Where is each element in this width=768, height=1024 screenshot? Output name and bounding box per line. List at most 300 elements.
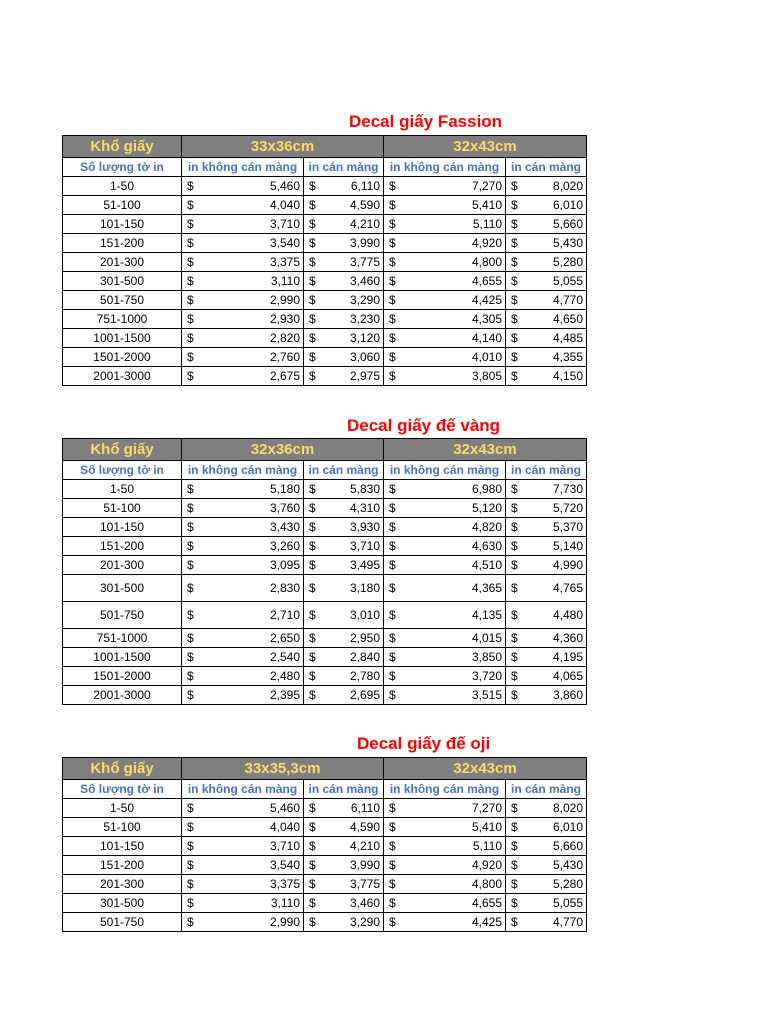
price-value: 3,710	[269, 217, 300, 231]
price-cell	[384, 818, 506, 837]
currency-symbol: $	[389, 688, 396, 702]
price-value: 4,920	[471, 236, 502, 250]
currency-symbol: $	[187, 369, 194, 383]
price-cell	[304, 894, 384, 913]
table-row	[63, 629, 587, 648]
price-value: 3,495	[349, 558, 380, 572]
currency-symbol: $	[511, 198, 518, 212]
price-cell	[304, 272, 384, 291]
currency-symbol: $	[511, 896, 518, 910]
qty-range-cell: 51-100	[63, 499, 182, 518]
currency-symbol: $	[389, 558, 396, 572]
currency-symbol: $	[511, 820, 518, 834]
price-value: 3,430	[269, 520, 300, 534]
price-cell	[384, 686, 506, 705]
currency-symbol: $	[187, 877, 194, 891]
price-value: 3,850	[471, 650, 502, 664]
currency-symbol: $	[389, 839, 396, 853]
currency-symbol: $	[389, 501, 396, 515]
currency-symbol: $	[187, 501, 194, 515]
price-cell	[384, 291, 506, 310]
lamination-column-header: in cán màng	[506, 158, 587, 177]
price-cell	[384, 913, 506, 932]
price-value: 3,540	[269, 236, 300, 250]
qty-range-cell: 201-300	[63, 253, 182, 272]
currency-symbol: $	[309, 608, 316, 622]
no-lamination-column-header: in không cán màng	[182, 461, 304, 480]
price-value: 5,110	[472, 217, 502, 231]
qty-range-cell: 1-50	[63, 799, 182, 818]
currency-symbol: $	[389, 198, 396, 212]
currency-symbol: $	[309, 820, 316, 834]
table-row	[63, 499, 587, 518]
currency-symbol: $	[389, 631, 396, 645]
currency-symbol: $	[309, 858, 316, 872]
table-row	[63, 856, 587, 875]
price-value: 5,460	[269, 179, 300, 193]
price-value: 5,830	[349, 482, 380, 496]
currency-symbol: $	[511, 217, 518, 231]
qty-range-cell: 301-500	[63, 272, 182, 291]
price-value: 6,980	[471, 482, 502, 496]
currency-symbol: $	[511, 839, 518, 853]
currency-symbol: $	[309, 274, 316, 288]
price-cell	[182, 215, 304, 234]
price-value: 5,120	[471, 501, 502, 515]
price-cell	[304, 177, 384, 196]
price-cell	[182, 518, 304, 537]
price-value: 2,675	[269, 369, 300, 383]
qty-range-cell: 201-300	[63, 875, 182, 894]
lamination-column-header: in cán màng	[506, 780, 587, 799]
price-value: 2,975	[349, 369, 380, 383]
price-cell	[506, 234, 587, 253]
price-cell	[384, 518, 506, 537]
qty-range-cell: 101-150	[63, 837, 182, 856]
currency-symbol: $	[187, 217, 194, 231]
price-value: 4,770	[552, 915, 583, 929]
currency-symbol: $	[389, 915, 396, 929]
price-value: 3,515	[471, 688, 502, 702]
price-value: 4,015	[471, 631, 502, 645]
section-title: Decal giấy đế oji	[357, 734, 491, 753]
currency-symbol: $	[309, 312, 316, 326]
price-cell	[304, 648, 384, 667]
currency-symbol: $	[187, 520, 194, 534]
price-cell	[384, 272, 506, 291]
price-cell	[384, 234, 506, 253]
price-value: 5,430	[552, 858, 583, 872]
price-cell	[506, 480, 587, 499]
price-value: 4,425	[471, 915, 502, 929]
table-row	[63, 310, 587, 329]
currency-symbol: $	[309, 650, 316, 664]
price-cell	[506, 253, 587, 272]
price-cell	[506, 686, 587, 705]
price-cell	[182, 629, 304, 648]
price-value: 3,260	[269, 539, 300, 553]
price-value: 3,760	[269, 501, 300, 515]
currency-symbol: $	[187, 650, 194, 664]
price-cell	[506, 537, 587, 556]
price-cell	[304, 310, 384, 329]
price-value: 4,590	[349, 820, 380, 834]
currency-symbol: $	[511, 501, 518, 515]
currency-symbol: $	[389, 539, 396, 553]
price-cell	[506, 837, 587, 856]
price-cell	[506, 329, 587, 348]
price-cell	[506, 499, 587, 518]
price-cell	[506, 799, 587, 818]
price-cell	[384, 875, 506, 894]
currency-symbol: $	[389, 482, 396, 496]
price-cell	[304, 367, 384, 386]
price-cell	[506, 629, 587, 648]
size-b-header: 32x43cm	[384, 136, 587, 158]
currency-symbol: $	[187, 293, 194, 307]
price-value: 3,110	[270, 896, 300, 910]
price-value: 3,805	[471, 369, 502, 383]
price-cell	[506, 575, 587, 602]
lamination-column-header: in cán màng	[506, 461, 587, 480]
currency-symbol: $	[187, 198, 194, 212]
price-cell	[304, 499, 384, 518]
currency-symbol: $	[389, 896, 396, 910]
price-value: 3,110	[270, 274, 300, 288]
price-cell	[304, 629, 384, 648]
price-value: 5,720	[552, 501, 583, 515]
price-cell	[304, 253, 384, 272]
no-lamination-column-header: in không cán màng	[384, 158, 506, 177]
qty-range-cell: 1001-1500	[63, 329, 182, 348]
table-row	[63, 367, 587, 386]
currency-symbol: $	[187, 608, 194, 622]
price-value: 4,920	[471, 858, 502, 872]
price-value: 3,720	[471, 669, 502, 683]
table-row	[63, 480, 587, 499]
price-cell	[506, 818, 587, 837]
price-value: 6,010	[552, 198, 583, 212]
qty-range-cell: 501-750	[63, 913, 182, 932]
price-value: 4,630	[471, 539, 502, 553]
price-cell	[182, 799, 304, 818]
price-value: 4,510	[471, 558, 502, 572]
paper-size-header: Khổ giấy	[63, 439, 182, 461]
table-row	[63, 913, 587, 932]
currency-symbol: $	[389, 312, 396, 326]
currency-symbol: $	[309, 350, 316, 364]
currency-symbol: $	[187, 631, 194, 645]
price-cell	[182, 367, 304, 386]
price-value: 5,055	[552, 274, 583, 288]
qty-range-cell: 501-750	[63, 291, 182, 310]
currency-symbol: $	[511, 669, 518, 683]
price-value: 4,065	[552, 669, 583, 683]
no-lamination-column-header: in không cán màng	[384, 461, 506, 480]
size-a-header: 32x36cm	[182, 439, 384, 461]
price-value: 4,365	[471, 581, 502, 595]
price-value: 4,770	[552, 293, 583, 307]
price-value: 4,040	[269, 198, 300, 212]
currency-symbol: $	[309, 369, 316, 383]
currency-symbol: $	[187, 331, 194, 345]
table-row	[63, 894, 587, 913]
price-value: 3,710	[349, 539, 380, 553]
price-value: 4,310	[349, 501, 380, 515]
paper-size-header: Khổ giấy	[63, 136, 182, 158]
price-value: 2,820	[269, 331, 300, 345]
currency-symbol: $	[511, 293, 518, 307]
price-value: 4,355	[552, 350, 583, 364]
price-value: 4,820	[471, 520, 502, 534]
price-value: 6,010	[552, 820, 583, 834]
price-cell	[182, 575, 304, 602]
price-value: 4,140	[471, 331, 502, 345]
price-cell	[304, 875, 384, 894]
price-cell	[182, 348, 304, 367]
currency-symbol: $	[309, 293, 316, 307]
price-cell	[506, 196, 587, 215]
price-value: 7,270	[471, 801, 502, 815]
qty-range-cell: 151-200	[63, 537, 182, 556]
price-value: 3,290	[349, 915, 380, 929]
price-cell	[182, 856, 304, 875]
qty-range-cell: 751-1000	[63, 629, 182, 648]
currency-symbol: $	[187, 669, 194, 683]
currency-symbol: $	[389, 331, 396, 345]
price-cell	[304, 602, 384, 629]
qty-range-cell: 301-500	[63, 894, 182, 913]
table-row	[63, 177, 587, 196]
currency-symbol: $	[309, 877, 316, 891]
currency-symbol: $	[187, 896, 194, 910]
currency-symbol: $	[389, 369, 396, 383]
table-row	[63, 215, 587, 234]
price-table	[62, 757, 587, 932]
qty-range-cell: 2001-3000	[63, 367, 182, 386]
table-row	[63, 348, 587, 367]
price-cell	[506, 667, 587, 686]
price-value: 2,780	[349, 669, 380, 683]
currency-symbol: $	[309, 198, 316, 212]
currency-symbol: $	[309, 688, 316, 702]
price-value: 3,540	[269, 858, 300, 872]
currency-symbol: $	[187, 558, 194, 572]
price-cell	[182, 537, 304, 556]
price-value: 2,395	[269, 688, 300, 702]
currency-symbol: $	[389, 608, 396, 622]
size-b-header: 32x43cm	[384, 758, 587, 780]
price-value: 6,110	[350, 179, 380, 193]
qty-range-cell: 1501-2000	[63, 348, 182, 367]
price-cell	[304, 215, 384, 234]
no-lamination-column-header: in không cán màng	[182, 780, 304, 799]
currency-symbol: $	[187, 801, 194, 815]
price-cell	[506, 602, 587, 629]
price-value: 3,010	[349, 608, 380, 622]
price-cell	[182, 556, 304, 575]
currency-symbol: $	[511, 915, 518, 929]
currency-symbol: $	[187, 688, 194, 702]
price-value: 3,095	[269, 558, 300, 572]
price-value: 5,055	[552, 896, 583, 910]
table-row	[63, 686, 587, 705]
price-value: 8,020	[552, 179, 583, 193]
price-cell	[182, 499, 304, 518]
price-cell	[182, 177, 304, 196]
price-cell	[506, 272, 587, 291]
price-value: 2,990	[269, 293, 300, 307]
table-body	[63, 177, 587, 386]
price-value: 3,990	[349, 236, 380, 250]
qty-range-cell: 101-150	[63, 518, 182, 537]
price-value: 3,460	[349, 274, 380, 288]
qty-range-cell: 1001-1500	[63, 648, 182, 667]
currency-symbol: $	[187, 179, 194, 193]
lamination-column-header: in cán màng	[304, 158, 384, 177]
price-value: 2,710	[269, 608, 300, 622]
table-row	[63, 196, 587, 215]
price-cell	[506, 177, 587, 196]
price-value: 5,410	[471, 820, 502, 834]
price-table	[62, 135, 587, 386]
price-cell	[182, 602, 304, 629]
price-cell	[384, 556, 506, 575]
price-value: 3,375	[269, 877, 300, 891]
size-a-header: 33x36cm	[182, 136, 384, 158]
currency-symbol: $	[187, 581, 194, 595]
price-value: 2,930	[269, 312, 300, 326]
price-cell	[384, 648, 506, 667]
currency-symbol: $	[511, 350, 518, 364]
price-value: 3,990	[349, 858, 380, 872]
price-cell	[304, 234, 384, 253]
price-cell	[182, 818, 304, 837]
price-value: 4,800	[471, 255, 502, 269]
price-value: 7,270	[471, 179, 502, 193]
price-cell	[506, 518, 587, 537]
price-cell	[182, 329, 304, 348]
no-lamination-column-header: in không cán màng	[384, 780, 506, 799]
lamination-column-header: in cán màng	[304, 461, 384, 480]
price-cell	[182, 648, 304, 667]
price-value: 5,660	[552, 217, 583, 231]
currency-symbol: $	[511, 558, 518, 572]
price-cell	[384, 499, 506, 518]
price-value: 2,695	[349, 688, 380, 702]
currency-symbol: $	[309, 255, 316, 269]
price-cell	[182, 686, 304, 705]
currency-symbol: $	[309, 501, 316, 515]
price-value: 5,660	[552, 839, 583, 853]
price-cell	[384, 177, 506, 196]
price-value: 2,760	[269, 350, 300, 364]
currency-symbol: $	[511, 650, 518, 664]
currency-symbol: $	[511, 688, 518, 702]
qty-range-cell: 201-300	[63, 556, 182, 575]
price-cell	[506, 310, 587, 329]
table-row	[63, 648, 587, 667]
currency-symbol: $	[309, 581, 316, 595]
table-row	[63, 875, 587, 894]
price-value: 4,135	[471, 608, 502, 622]
currency-symbol: $	[389, 858, 396, 872]
price-value: 2,950	[349, 631, 380, 645]
table-row	[63, 234, 587, 253]
price-value: 4,485	[552, 331, 583, 345]
price-value: 2,540	[269, 650, 300, 664]
currency-symbol: $	[511, 877, 518, 891]
price-cell	[384, 480, 506, 499]
price-cell	[182, 253, 304, 272]
price-cell	[304, 291, 384, 310]
currency-symbol: $	[389, 236, 396, 250]
price-cell	[384, 537, 506, 556]
price-cell	[384, 667, 506, 686]
currency-symbol: $	[309, 331, 316, 345]
price-value: 5,430	[552, 236, 583, 250]
qty-range-cell: 51-100	[63, 818, 182, 837]
table-body	[63, 480, 587, 705]
qty-range-cell: 501-750	[63, 602, 182, 629]
currency-symbol: $	[187, 350, 194, 364]
currency-symbol: $	[511, 520, 518, 534]
currency-symbol: $	[187, 255, 194, 269]
qty-range-cell: 301-500	[63, 575, 182, 602]
table-row	[63, 537, 587, 556]
currency-symbol: $	[309, 669, 316, 683]
currency-symbol: $	[187, 482, 194, 496]
price-cell	[304, 348, 384, 367]
price-value: 4,650	[552, 312, 583, 326]
price-cell	[304, 667, 384, 686]
currency-symbol: $	[389, 820, 396, 834]
table-row	[63, 329, 587, 348]
currency-symbol: $	[511, 255, 518, 269]
qty-range-cell: 151-200	[63, 856, 182, 875]
currency-symbol: $	[187, 839, 194, 853]
price-value: 5,280	[552, 877, 583, 891]
qty-column-header: Số lượng tờ in	[63, 158, 182, 177]
qty-range-cell: 51-100	[63, 196, 182, 215]
qty-column-header: Số lượng tờ in	[63, 461, 182, 480]
currency-symbol: $	[187, 312, 194, 326]
price-value: 2,840	[349, 650, 380, 664]
table-row	[63, 518, 587, 537]
price-value: 3,230	[349, 312, 380, 326]
table-row	[63, 837, 587, 856]
currency-symbol: $	[309, 896, 316, 910]
qty-range-cell: 751-1000	[63, 310, 182, 329]
currency-symbol: $	[187, 236, 194, 250]
price-cell	[384, 629, 506, 648]
currency-symbol: $	[389, 520, 396, 534]
section-title: Decal giấy đế vàng	[347, 416, 501, 435]
size-a-header: 33x35,3cm	[182, 758, 384, 780]
paper-size-header: Khổ giấy	[63, 758, 182, 780]
price-cell	[182, 894, 304, 913]
no-lamination-column-header: in không cán màng	[182, 158, 304, 177]
currency-symbol: $	[389, 274, 396, 288]
currency-symbol: $	[511, 608, 518, 622]
table-row	[63, 667, 587, 686]
price-cell	[506, 856, 587, 875]
price-cell	[506, 875, 587, 894]
price-value: 3,775	[349, 877, 380, 891]
price-value: 4,425	[471, 293, 502, 307]
price-cell	[182, 913, 304, 932]
currency-symbol: $	[187, 539, 194, 553]
